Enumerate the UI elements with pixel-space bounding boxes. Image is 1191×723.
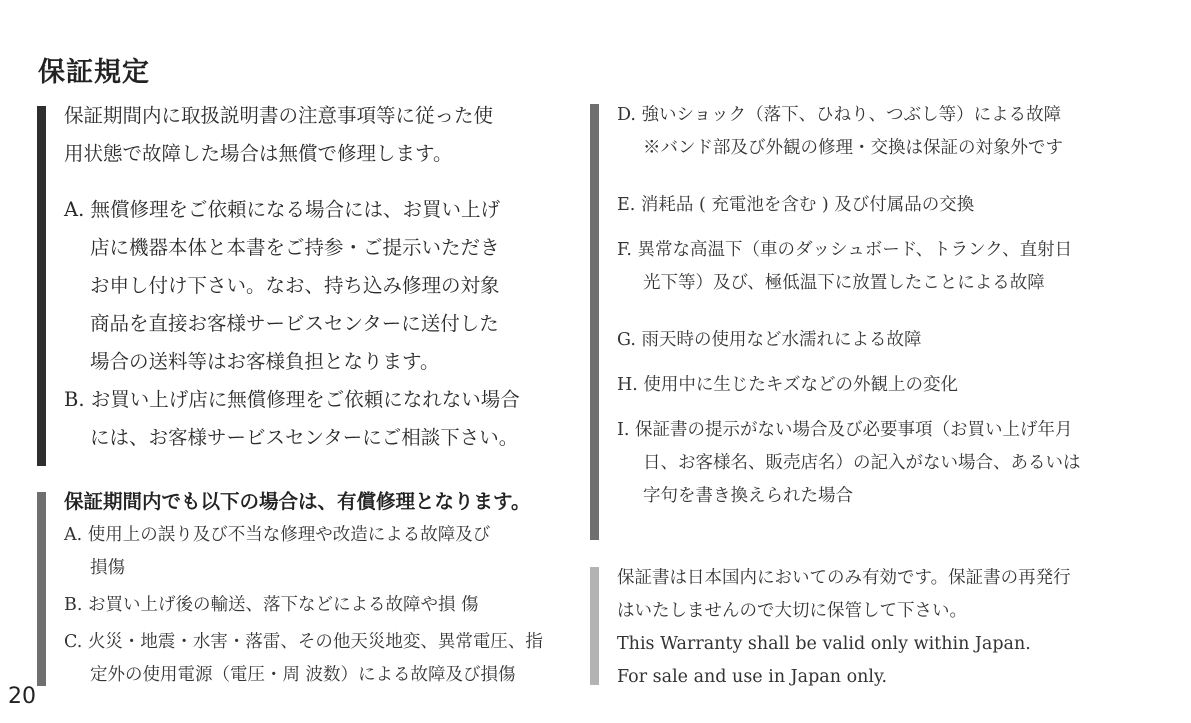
intro-line-1: 保証期間内に取扱説明書の注意事項等に従った使: [64, 104, 494, 127]
page-title: 保証規定: [38, 57, 150, 88]
section-bar-paid-continued: [590, 104, 599, 540]
item-a-line-2: 店に機器本体と本書をご持参・ご提示いただき: [90, 236, 500, 259]
validity-notice: [617, 562, 1071, 694]
paid-a-line-2: 損傷: [90, 558, 125, 578]
item-a-line-5: 場合の送料等はお客様負担となります。: [90, 350, 440, 373]
item-d-line-2: ※バンド部及び外観の修理・交換は保証の対象外です: [643, 138, 1063, 158]
intro-line-2: 用状態で故障した場合は無償で修理します。: [64, 142, 453, 165]
item-i-line-2: 日、お客様名、販売店名）の記入がない場合、あるいは: [643, 453, 1081, 473]
section-bar-paid: [37, 492, 46, 686]
paid-repair-section-continued: [617, 99, 1081, 513]
notice-line-1: 保証書は日本国内においてのみ有効です。保証書の再発行: [617, 568, 1071, 588]
item-g-line: G. 雨天時の使用など水濡れによる故障: [617, 330, 922, 350]
free-repair-section: [64, 97, 520, 457]
item-d-line-1: D. 強いショック（落下、ひねり、つぶし等）による故障: [617, 105, 1062, 125]
item-b-line-1: B. お買い上げ店に無償修理をご依頼になれない場合: [64, 388, 520, 411]
paid-b-line: B. お買い上げ後の輸送、落下などによる故障や損 傷: [64, 595, 479, 615]
item-f-line-2: 光下等）及び、極低温下に放置したことによる故障: [643, 273, 1045, 293]
paid-c-line-1: C. 火災・地震・水害・落雷、その他天災地変、異常電圧、指: [64, 632, 543, 652]
item-a-line-3: お申し付け下さい。なお、持ち込み修理の対象: [90, 274, 500, 297]
item-h-line: H. 使用中に生じたキズなどの外観上の変化: [617, 375, 959, 395]
notice-line-2: はいたしませんので大切に保管して下さい。: [617, 601, 967, 621]
item-e-line: E. 消耗品 ( 充電池を含む ) 及び付属品の交換: [617, 195, 975, 215]
paid-heading: 保証期間内でも以下の場合は、有償修理となります。: [64, 490, 531, 513]
item-a-line-4: 商品を直接お客様サービスセンターに送付した: [90, 312, 499, 335]
notice-line-3: This Warranty shall be valid only within Japan.: [617, 634, 1031, 654]
page-number: 20: [8, 684, 36, 709]
item-f-line-1: F. 異常な高温下（車のダッシュボード、トランク、直射日: [617, 240, 1073, 260]
section-bar-notice: [590, 567, 599, 685]
item-a-line-1: A. 無償修理をご依頼になる場合には、お買い上げ: [64, 198, 500, 221]
notice-line-4: For sale and use in Japan only.: [617, 667, 888, 687]
paid-c-line-2: 定外の使用電源（電圧・周 波数）による故障及び損傷: [90, 665, 516, 685]
paid-repair-section: [64, 485, 543, 692]
item-i-line-3: 字句を書き換えられた場合: [643, 486, 853, 506]
paid-a-line-1: A. 使用上の誤り及び不当な修理や改造による故障及び: [64, 525, 491, 545]
item-i-line-1: I. 保証書の提示がない場合及び必要事項（お買い上げ年月: [617, 420, 1073, 440]
item-b-line-2: には、お客様サービスセンターにご相談下さい。: [90, 426, 519, 449]
section-bar-warranty: [37, 106, 46, 466]
